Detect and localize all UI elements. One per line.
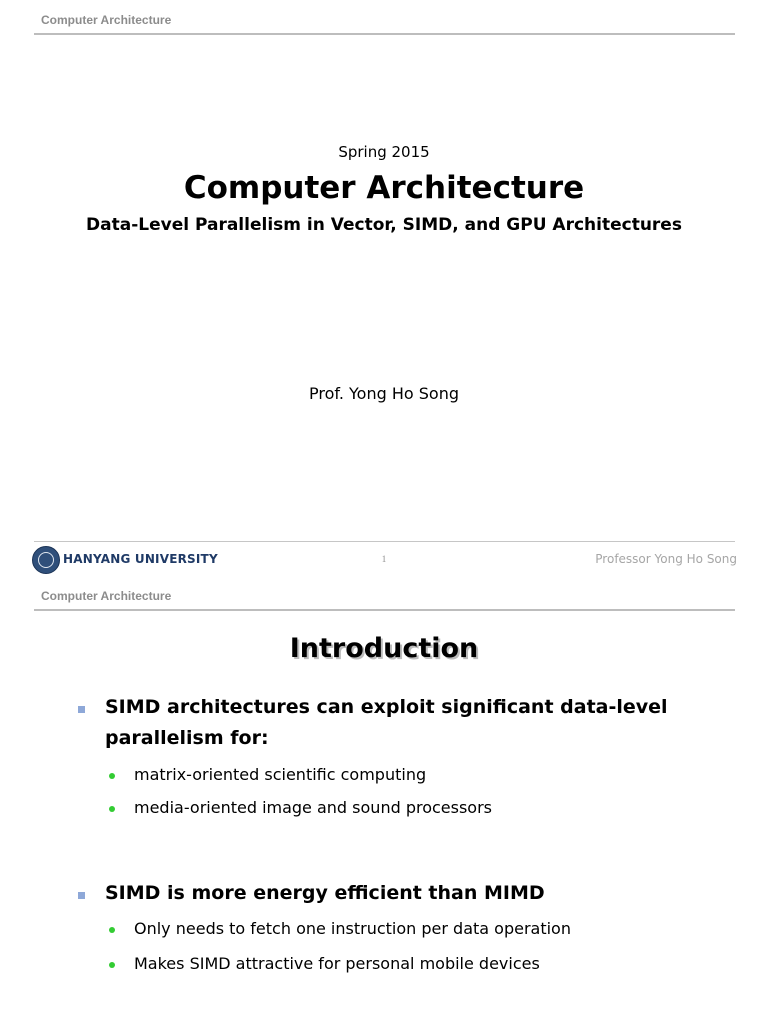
- dot-bullet-icon: [109, 773, 115, 779]
- slide2-title: Introduction: [289, 633, 479, 664]
- main-point-2: SIMD is more energy efficient than MIMD: [105, 882, 545, 904]
- slide1-subtitle: Data-Level Parallelism in Vector, SIMD, and GPU Architectures: [86, 215, 682, 235]
- slide1-author: Prof. Yong Ho Song: [309, 384, 459, 403]
- main-point-1: [105, 692, 705, 754]
- dot-bullet-icon: [109, 962, 115, 968]
- square-bullet-icon: [78, 706, 85, 713]
- university-seal-icon: [32, 546, 60, 574]
- dot-bullet-icon: [109, 806, 115, 812]
- sub-point-2-2: Makes SIMD attractive for personal mobile devices: [134, 954, 540, 973]
- university-logo-text: HANYANG UNIVERSITY: [63, 552, 218, 566]
- slide1-footer-rule: [34, 541, 735, 542]
- university-logo: [32, 546, 242, 574]
- sub-point-1-1: matrix-oriented scientific computing: [134, 765, 427, 784]
- slide2-header-rule: [34, 609, 735, 611]
- slide1-header-rule: [34, 33, 735, 35]
- sub-point-1-2: media-oriented image and sound processors: [134, 798, 493, 817]
- dot-bullet-icon: [109, 927, 115, 933]
- slide1-page-number: 1: [381, 554, 387, 564]
- square-bullet-icon: [78, 892, 85, 899]
- slide1-header-label: Computer Architecture: [41, 13, 172, 27]
- slide1-semester: Spring 2015: [338, 143, 430, 161]
- main-point-1-line2: parallelism for:: [105, 727, 269, 749]
- sub-point-2-1: Only needs to fetch one instruction per data operation: [134, 919, 571, 938]
- slide1-footer-author: Professor Yong Ho Song: [595, 552, 737, 566]
- slide1-title: Computer Architecture: [183, 170, 585, 206]
- slide2-header-label: Computer Architecture: [41, 589, 172, 603]
- main-point-1-line1: SIMD architectures can exploit significant data-level: [105, 696, 668, 718]
